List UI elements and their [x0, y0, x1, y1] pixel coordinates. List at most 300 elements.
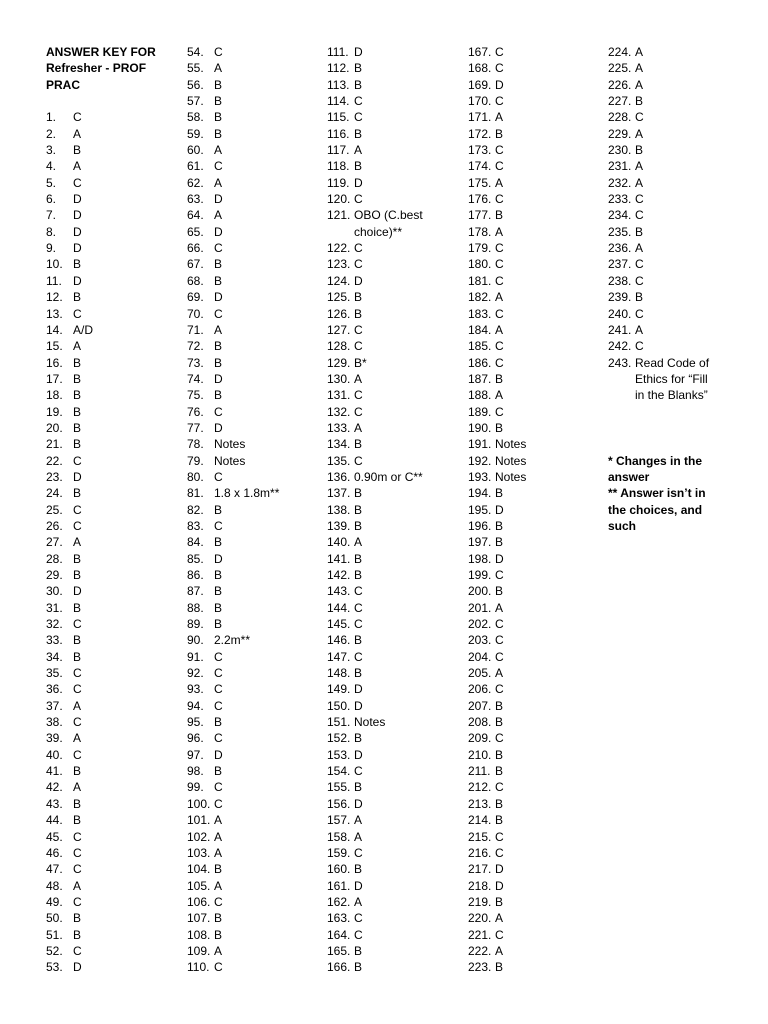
answer-value: B — [354, 437, 363, 452]
legend-line: such — [608, 518, 637, 533]
answer-line — [187, 600, 317, 616]
answer-value: A — [73, 698, 82, 713]
answer-line — [187, 338, 317, 354]
question-number: 11. — [46, 273, 62, 288]
question-number: 21. — [46, 437, 63, 452]
question-number: 209. — [468, 731, 492, 746]
answer-line — [608, 77, 753, 93]
question-number: 4. — [46, 159, 57, 174]
answer-line — [187, 485, 317, 501]
answer-line — [46, 224, 166, 240]
answer-value: B — [73, 600, 82, 615]
question-number: 130. — [327, 371, 351, 386]
question-number: 68. — [187, 273, 204, 288]
answer-line — [327, 322, 457, 338]
answer-line — [468, 502, 593, 518]
question-number: 223. — [468, 960, 492, 975]
answer-value: B — [73, 437, 82, 452]
answer-value: C — [495, 192, 504, 207]
answer-line — [468, 306, 593, 322]
answer-line — [327, 583, 457, 599]
question-number: 20. — [46, 420, 63, 435]
answer-value: A — [495, 911, 504, 926]
answer-line — [187, 829, 317, 845]
answer-value: Notes — [495, 469, 527, 484]
answer-value: C — [354, 649, 363, 664]
question-number: 204. — [468, 649, 492, 664]
title-line-2: Refresher - PROF — [46, 61, 147, 76]
answer-line — [187, 730, 317, 746]
answer-value: Notes — [495, 453, 527, 468]
question-number: 202. — [468, 617, 492, 632]
answer-line — [327, 910, 457, 926]
question-number: 152. — [327, 731, 351, 746]
answer-line — [187, 44, 317, 60]
question-number: 97. — [187, 747, 204, 762]
answer-value: A — [354, 535, 363, 550]
question-number: 195. — [468, 502, 492, 517]
answer-line — [608, 355, 753, 371]
answer-line — [187, 404, 317, 420]
answer-line — [468, 779, 593, 795]
answer-value: D — [73, 584, 82, 599]
answer-value: A — [354, 894, 363, 909]
answer-value: A — [495, 224, 504, 239]
answer-value: B — [73, 420, 82, 435]
question-number: 241. — [608, 322, 632, 337]
answer-value: B — [354, 731, 363, 746]
question-number: 135. — [327, 453, 351, 468]
answer-value: D — [73, 469, 82, 484]
answer-line — [327, 289, 457, 305]
answer-line — [468, 273, 593, 289]
answer-value: A — [635, 322, 644, 337]
question-number: 42. — [46, 780, 63, 795]
answer-value: A — [214, 322, 223, 337]
answer-value: D — [354, 878, 363, 893]
answer-line — [187, 322, 317, 338]
column-1 — [46, 44, 166, 976]
question-number: 3. — [46, 143, 57, 158]
answer-value: C — [73, 502, 82, 517]
answer-value: A — [495, 110, 504, 125]
answer-value: A — [635, 175, 644, 190]
answer-value: D — [73, 241, 82, 256]
answer-value: D — [214, 192, 223, 207]
question-number: 33. — [46, 633, 63, 648]
question-number: 181. — [468, 273, 492, 288]
question-number: 165. — [327, 943, 351, 958]
answer-line — [327, 812, 457, 828]
answer-line — [46, 436, 166, 452]
answer-value: D — [354, 698, 363, 713]
answer-line — [187, 943, 317, 959]
question-number: 123. — [327, 257, 351, 272]
answer-value: C — [635, 273, 644, 288]
answer-value: C — [495, 617, 504, 632]
answer-line — [608, 240, 753, 256]
question-number: 36. — [46, 682, 63, 697]
question-number: 119. — [327, 175, 350, 190]
answer-line — [187, 436, 317, 452]
answer-value: C — [73, 747, 82, 762]
answer-value: B — [495, 747, 504, 762]
answer-value: D — [495, 77, 504, 92]
answer-line — [608, 256, 753, 272]
answer-value: B — [214, 77, 223, 92]
question-number: 113. — [327, 77, 350, 92]
question-number: 13. — [46, 306, 63, 321]
answer-line — [46, 175, 166, 191]
question-number: 61. — [187, 159, 204, 174]
answer-value: C — [214, 796, 223, 811]
question-number: 161. — [327, 878, 351, 893]
answer-line — [46, 910, 166, 926]
answer-value: A — [635, 126, 644, 141]
answer-value: B — [354, 960, 363, 975]
answer-value: choice)** — [354, 224, 403, 239]
answer-line — [187, 158, 317, 174]
answer-value: C — [495, 143, 504, 158]
answer-line — [187, 60, 317, 76]
question-number: 218. — [468, 878, 492, 893]
question-number: 158. — [327, 829, 351, 844]
question-number: 10. — [46, 257, 63, 272]
answer-line — [608, 338, 753, 354]
answer-line — [46, 730, 166, 746]
answer-line — [46, 649, 166, 665]
answer-value: D — [73, 208, 82, 223]
answer-value: D — [214, 747, 223, 762]
answer-line — [327, 420, 457, 436]
answer-value: C — [214, 894, 223, 909]
question-number: 170. — [468, 94, 492, 109]
answer-line — [327, 943, 457, 959]
question-number: 132. — [327, 404, 351, 419]
question-number: 44. — [46, 813, 63, 828]
answer-value: C — [214, 682, 223, 697]
question-number: 143. — [327, 584, 351, 599]
answer-value: B — [214, 715, 223, 730]
answer-line — [468, 681, 593, 697]
question-number: 184. — [468, 322, 492, 337]
question-number: 197. — [468, 535, 492, 550]
answer-value: B — [73, 355, 82, 370]
answer-value: A — [214, 61, 223, 76]
question-number: 9. — [46, 241, 57, 256]
answer-value: D — [495, 878, 504, 893]
answer-value: A — [214, 813, 223, 828]
answer-value: C — [354, 845, 363, 860]
answer-line — [608, 371, 753, 387]
answer-line — [468, 60, 593, 76]
question-number: 95. — [187, 715, 204, 730]
question-number: 93. — [187, 682, 204, 697]
question-number: 153. — [327, 747, 351, 762]
answer-value: C — [73, 617, 82, 632]
answer-value: D — [214, 224, 223, 239]
answer-line — [327, 730, 457, 746]
question-number: 213. — [468, 796, 492, 811]
question-number: 183. — [468, 306, 492, 321]
answer-value: B — [354, 502, 363, 517]
question-number: 1. — [46, 110, 57, 125]
answer-value: C — [635, 192, 644, 207]
question-number: 232. — [608, 175, 632, 190]
answer-line — [187, 698, 317, 714]
answer-line — [46, 632, 166, 648]
answer-line — [46, 126, 166, 142]
answer-value: B — [354, 290, 363, 305]
question-number: 109. — [187, 943, 211, 958]
question-number: 112. — [327, 61, 350, 76]
answer-value: B — [495, 208, 504, 223]
answer-value: C — [495, 731, 504, 746]
answer-value: C — [354, 404, 363, 419]
answer-value: B — [635, 224, 644, 239]
answer-line — [468, 44, 593, 60]
answer-line — [327, 256, 457, 272]
answer-value: B — [214, 862, 223, 877]
question-number: 126. — [327, 306, 351, 321]
question-number: 131. — [327, 388, 351, 403]
answer-value: A — [73, 126, 82, 141]
answer-line — [608, 109, 753, 125]
question-number: 40. — [46, 747, 63, 762]
answer-line — [187, 779, 317, 795]
answer-value: B — [354, 551, 363, 566]
question-number: 144. — [327, 600, 351, 615]
answer-value: B — [214, 764, 223, 779]
answer-line — [327, 665, 457, 681]
question-number: 157. — [327, 813, 351, 828]
answer-line — [327, 894, 457, 910]
question-number: 77. — [187, 420, 204, 435]
answer-line — [46, 338, 166, 354]
answer-line — [468, 224, 593, 240]
answer-value: C — [214, 404, 223, 419]
answer-value: C — [214, 731, 223, 746]
question-number: 196. — [468, 518, 492, 533]
answer-value: B — [354, 486, 363, 501]
answer-line — [468, 93, 593, 109]
answer-line — [187, 142, 317, 158]
answer-line — [327, 224, 457, 240]
answer-value: B — [495, 894, 504, 909]
answer-line — [46, 502, 166, 518]
answer-line — [327, 779, 457, 795]
question-number: 80. — [187, 469, 204, 484]
answer-value: A — [73, 731, 82, 746]
answer-line — [327, 338, 457, 354]
question-number: 35. — [46, 666, 63, 681]
question-number: 67. — [187, 257, 204, 272]
column-3 — [327, 44, 457, 976]
question-number: 230. — [608, 143, 632, 158]
answer-line — [46, 240, 166, 256]
question-number: 49. — [46, 894, 63, 909]
answer-line — [468, 747, 593, 763]
answer-line — [327, 93, 457, 109]
answer-line — [468, 469, 593, 485]
question-number: 146. — [327, 633, 351, 648]
answer-line — [187, 77, 317, 93]
answer-line — [46, 959, 166, 975]
answer-line — [187, 959, 317, 975]
question-number: 47. — [46, 862, 63, 877]
question-number: 65. — [187, 224, 204, 239]
question-number: 76. — [187, 404, 204, 419]
answer-line — [327, 387, 457, 403]
question-number: 120. — [327, 192, 351, 207]
answer-value: A — [73, 535, 82, 550]
answer-value: B — [73, 388, 82, 403]
answer-value: B — [495, 960, 504, 975]
answer-value: A — [495, 943, 504, 958]
question-number: 147. — [327, 649, 351, 664]
answer-value: C — [73, 845, 82, 860]
answer-line — [608, 322, 753, 338]
answer-value: B — [354, 306, 363, 321]
question-number: 154. — [327, 764, 351, 779]
answer-value: A — [635, 77, 644, 92]
answer-line — [327, 175, 457, 191]
answer-value: C — [495, 649, 504, 664]
answer-line — [327, 698, 457, 714]
answer-value: B — [73, 404, 82, 419]
question-number: 78. — [187, 437, 204, 452]
answer-line — [327, 534, 457, 550]
answer-value: D — [73, 960, 82, 975]
question-number: 54. — [187, 45, 204, 59]
answer-line — [327, 927, 457, 943]
answer-value: D — [354, 45, 363, 59]
answer-line — [46, 829, 166, 845]
answer-value: A — [73, 339, 82, 354]
question-number: 56. — [187, 77, 204, 92]
answer-value: D — [214, 290, 223, 305]
answer-value: B — [214, 339, 223, 354]
answer-line — [46, 665, 166, 681]
question-number: 111. — [327, 45, 349, 59]
question-number: 151. — [327, 715, 351, 730]
answer-value: B — [73, 257, 82, 272]
answer-line — [468, 240, 593, 256]
question-number: 101. — [187, 813, 211, 828]
answer-line — [327, 861, 457, 877]
answer-line — [468, 207, 593, 223]
answer-line — [468, 959, 593, 975]
answer-value: A — [354, 371, 363, 386]
question-number: 105. — [187, 878, 211, 893]
answer-line — [468, 387, 593, 403]
answer-value: Notes — [214, 437, 246, 452]
answer-value: C — [214, 649, 223, 664]
question-number: 96. — [187, 731, 204, 746]
question-number: 102. — [187, 829, 211, 844]
question-number: 136. — [327, 469, 351, 484]
answer-line — [468, 551, 593, 567]
question-number: 214. — [468, 813, 492, 828]
question-number: 194. — [468, 486, 492, 501]
answer-value: C — [73, 453, 82, 468]
question-number: 240. — [608, 306, 632, 321]
answer-line — [468, 845, 593, 861]
answer-value: B — [73, 568, 82, 582]
question-number: 115. — [327, 110, 350, 125]
answer-value: C — [354, 388, 363, 403]
question-number: 189. — [468, 404, 492, 419]
question-number: 86. — [187, 568, 204, 582]
answer-value: D — [354, 682, 363, 697]
answer-value: C — [354, 110, 363, 125]
question-number: 82. — [187, 502, 204, 517]
question-number: 127. — [327, 322, 351, 337]
answer-value: C — [214, 960, 223, 975]
answer-line — [187, 878, 317, 894]
answer-value: C — [635, 306, 644, 321]
answer-value: B — [73, 764, 82, 779]
answer-value: C — [73, 306, 82, 321]
question-number: 12. — [46, 290, 63, 305]
answer-value: C — [495, 94, 504, 109]
question-number: 84. — [187, 535, 204, 550]
question-number: 129. — [327, 355, 351, 370]
answer-line — [608, 126, 753, 142]
answer-line — [187, 796, 317, 812]
answer-line — [187, 371, 317, 387]
question-number: 8. — [46, 224, 57, 239]
answer-line — [187, 224, 317, 240]
question-number: 110. — [187, 960, 210, 975]
question-number: 32. — [46, 617, 63, 632]
question-number: 29. — [46, 568, 63, 582]
answer-value: C — [495, 273, 504, 288]
question-number: 217. — [468, 862, 492, 877]
answer-line — [46, 551, 166, 567]
question-number: 63. — [187, 192, 204, 207]
answer-line — [608, 224, 753, 240]
answer-line — [468, 338, 593, 354]
question-number: 198. — [468, 551, 492, 566]
question-number: 208. — [468, 715, 492, 730]
answer-value: D — [354, 796, 363, 811]
answer-line — [46, 943, 166, 959]
answer-value: Notes — [214, 453, 246, 468]
answer-value: B — [354, 77, 363, 92]
answer-line — [46, 583, 166, 599]
question-number: 176. — [468, 192, 492, 207]
question-number: 23. — [46, 469, 63, 484]
answer-line — [187, 763, 317, 779]
answer-line — [468, 355, 593, 371]
answer-value: B — [354, 780, 363, 795]
answer-value: C — [495, 780, 504, 795]
answer-line — [187, 632, 317, 648]
answer-value: B — [495, 486, 504, 501]
question-number: 171. — [468, 110, 492, 125]
answer-value: C — [214, 45, 223, 59]
answer-line — [468, 665, 593, 681]
question-number: 122. — [327, 241, 351, 256]
answer-line — [327, 469, 457, 485]
answer-line — [468, 632, 593, 648]
answer-value: B — [214, 502, 223, 517]
question-number: 185. — [468, 339, 492, 354]
question-number: 203. — [468, 633, 492, 648]
answer-value: C — [73, 666, 82, 681]
answer-line — [468, 600, 593, 616]
